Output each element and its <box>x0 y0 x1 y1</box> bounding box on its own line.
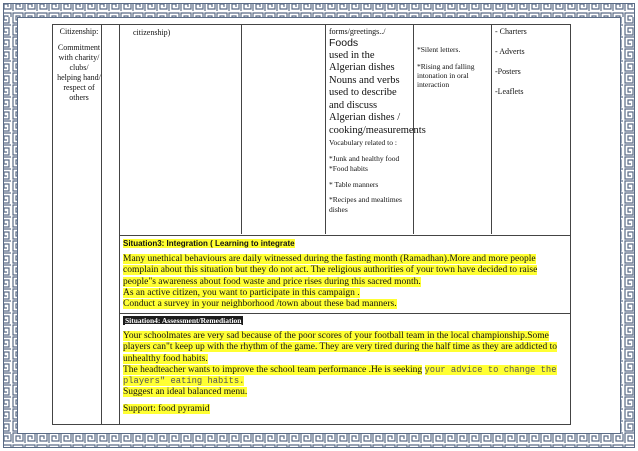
row-divider <box>119 313 570 314</box>
vocab-line: Vocabulary related to : <box>329 138 397 147</box>
citizenship-body: Commitment with charity/ clubs/ helping hand/ respect of others <box>57 43 101 102</box>
situation4-task: Suggest an ideal balanced menu. <box>123 387 248 398</box>
situation3-heading: Situation3: Integration ( Learning to integrate <box>123 239 295 248</box>
row-divider <box>119 235 570 236</box>
citizenship-cell <box>57 27 101 109</box>
citizenship-continuation: citizenship) <box>133 28 171 37</box>
vocab-line: *Recipes and mealtimes dishes <box>329 195 402 214</box>
pronunciation-item: *Rising and falling intonation in oral interaction <box>417 62 475 89</box>
citizenship-heading: Citizenship: <box>59 27 99 36</box>
situation3-line: people"s awareness about food waste and price rises during this sacred month. <box>123 276 421 287</box>
vocab-line: Nouns and verbs used to describe and discuss Algerian dishes / cooking/measurements <box>329 74 426 136</box>
vocab-line: used in the Algerian dishes <box>329 49 395 73</box>
vocab-line: forms/greetings../ <box>329 27 386 36</box>
pronunciation-cell <box>417 45 487 89</box>
vocabulary-cell <box>329 27 426 214</box>
col-divider <box>491 25 492 234</box>
situation4-line: Your schoolmates are very sad because of the poor scores of your football team in the local championship.Some <box>123 331 549 341</box>
situation4-heading: Situation4: Assessment/Remediation <box>125 316 242 325</box>
vocab-line: *Junk and healthy food <box>329 153 400 163</box>
situation4-line: The headteacher wants to improve the school team performance .He is seeking <box>123 364 423 375</box>
material-item: -Posters <box>495 67 521 76</box>
situation4-advice: players" eating habits. <box>123 376 245 387</box>
col-divider <box>325 25 326 234</box>
pronunciation-item: *Silent letters. <box>417 45 461 54</box>
vocab-line: *Food habits <box>329 164 368 173</box>
lesson-plan-table <box>52 24 571 425</box>
material-item: -Leaflets <box>495 87 524 96</box>
material-item: - Charters <box>495 27 527 36</box>
materials-cell <box>495 27 565 107</box>
col-divider <box>119 25 120 424</box>
situation3-line: complain about this situation but they do not act. The religious authorities of your town have decided to raise <box>123 265 538 276</box>
situation4-text <box>123 331 563 399</box>
col-divider <box>241 25 242 234</box>
situation4-advice: your advice to change the <box>424 364 557 375</box>
situation3-line: Conduct a survey in your neighborhood /town about these bad manners. <box>123 299 397 310</box>
situation3-text <box>123 254 563 310</box>
vocab-line: * Table manners <box>329 179 379 189</box>
situation4-line: unhealthy food habits. <box>123 353 208 364</box>
vocab-foods: Foods <box>329 37 359 49</box>
situation3-line: As an active citizen, you want to participate in this campaign . <box>123 287 360 298</box>
material-item: - Adverts <box>495 47 525 56</box>
situation4-line: players can"t keep up with the rhythm of the game. They are very tired during the half time as they are addicted to <box>123 342 557 353</box>
situation3-line: Many unethical behaviours are daily witnessed during the fasting month (Ramadhan).More and more people <box>123 254 536 264</box>
col-divider <box>101 25 102 424</box>
support-line: Support: food pyramid <box>123 404 210 414</box>
